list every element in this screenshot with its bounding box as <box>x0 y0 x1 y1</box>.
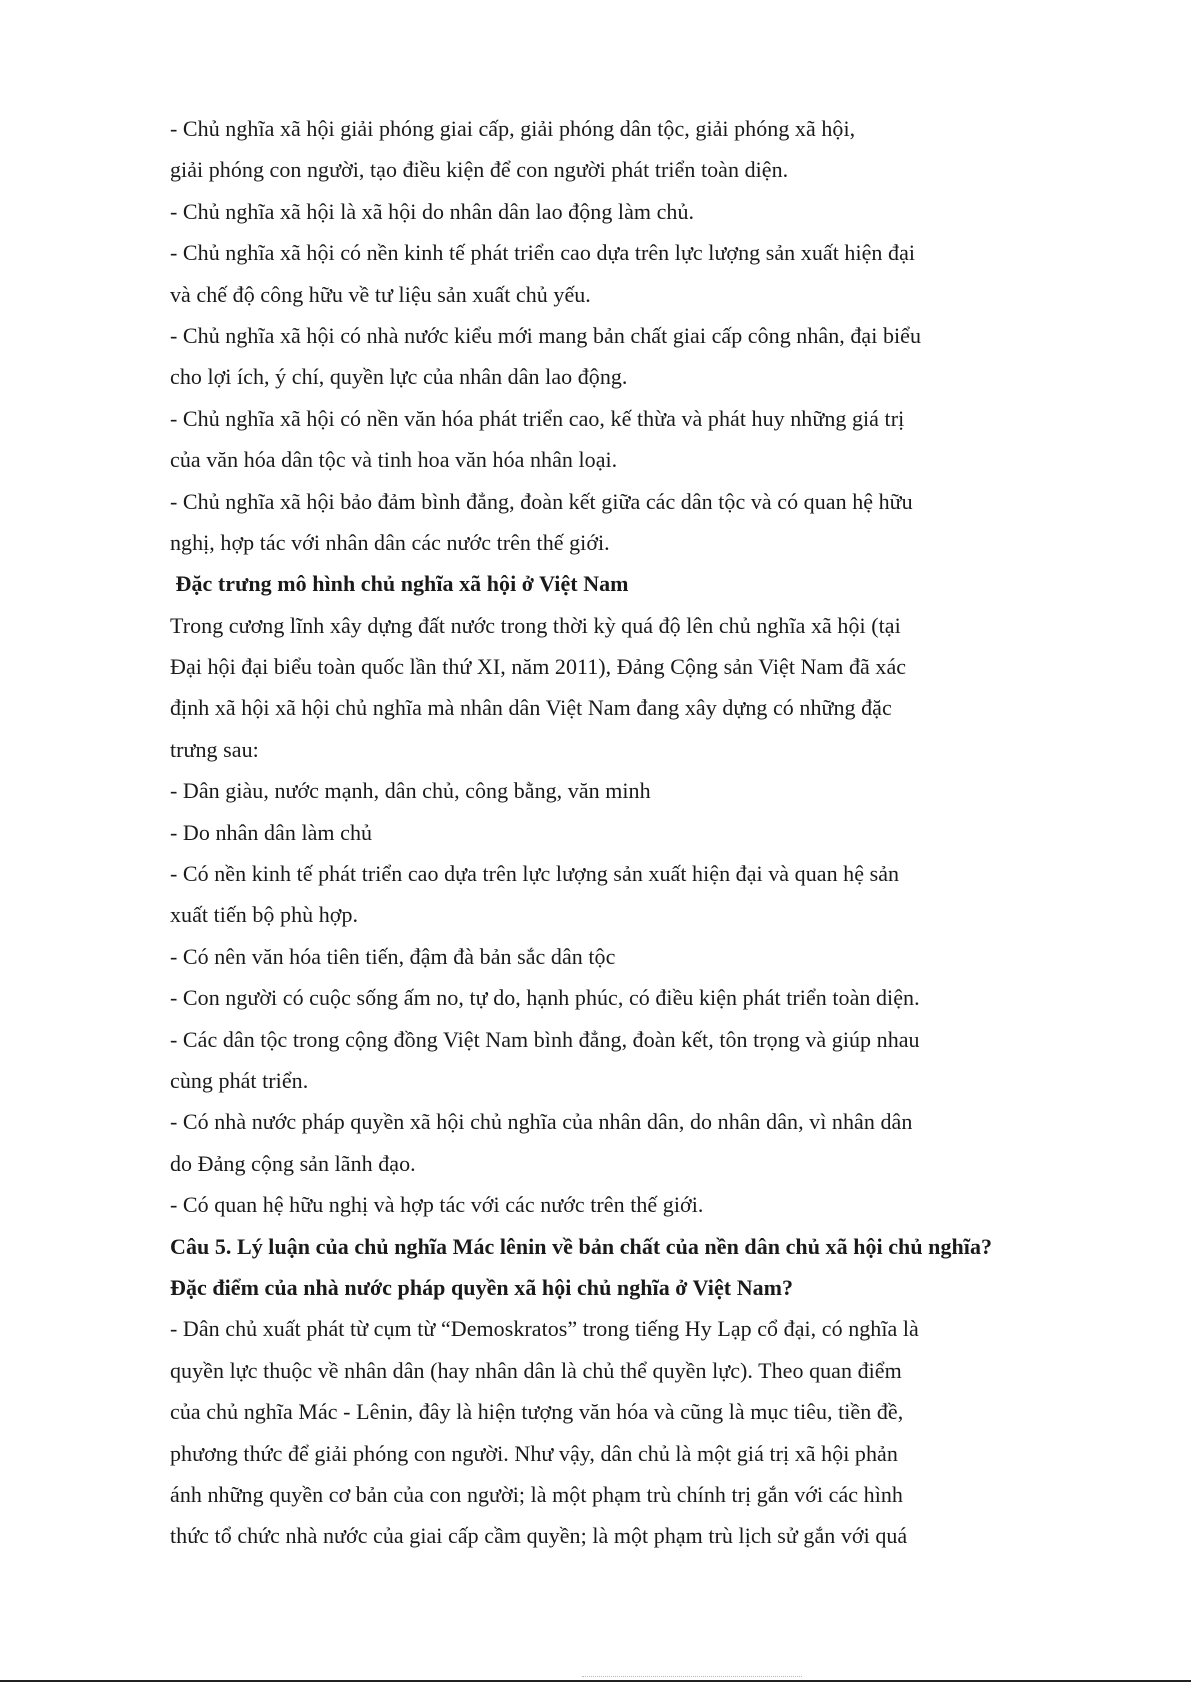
text-line: - Chủ nghĩa xã hội giải phóng giai cấp, giải phóng dân tộc, giải phóng xã hội, <box>170 116 856 141</box>
text-line: - Chủ nghĩa xã hội có nền văn hóa phát triển cao, kế thừa và phát huy những giá trị <box>170 405 905 431</box>
text-line: cùng phát triển. <box>170 1067 309 1093</box>
text-line: - Chủ nghĩa xã hội có nền kinh tế phát triển cao dựa trên lực lượng sản xuất hiện đại <box>170 240 916 266</box>
text-line: - Có quan hệ hữu nghị và hợp tác với các nước trên thế giới. <box>170 1192 704 1218</box>
text-line: Trong cương lĩnh xây dựng đất nước trong thời kỳ quá độ lên chủ nghĩa xã hội (tại <box>170 612 901 638</box>
text-line: - Dân chủ xuất phát từ cụm từ “Demoskratos” trong tiếng Hy Lạp cổ đại, có nghĩa là <box>170 1316 919 1342</box>
text-line: - Có nhà nước pháp quyền xã hội chủ nghĩa của nhân dân, do nhân dân, vì nhân dân <box>170 1109 913 1135</box>
text-line: Đại hội đại biểu toàn quốc lần thứ XI, năm 2011), Đảng Cộng sản Việt Nam đã xác <box>170 654 907 680</box>
document-body <box>170 108 1100 1557</box>
text-line: thức tổ chức nhà nước của giai cấp cầm quyền; là một phạm trù lịch sử gắn với quá <box>170 1523 908 1549</box>
text-line: của văn hóa dân tộc và tinh hoa văn hóa nhân loại. <box>170 447 618 473</box>
text-line: - Có nên văn hóa tiên tiến, đậm đà bản sắc dân tộc <box>170 943 616 969</box>
text-line: và chế độ công hữu về tư liệu sản xuất chủ yếu. <box>170 281 591 307</box>
text-line: xuất tiến bộ phù hợp. <box>170 902 359 928</box>
text-line: ánh những quyền cơ bản của con người; là một phạm trù chính trị gắn với các hình <box>170 1481 903 1507</box>
text-line: quyền lực thuộc về nhân dân (hay nhân dân là chủ thể quyền lực). Theo quan điểm <box>170 1357 902 1383</box>
text-line: do Đảng cộng sản lãnh đạo. <box>170 1150 416 1176</box>
text-line: cho lợi ích, ý chí, quyền lực của nhân dân lao động. <box>170 364 628 390</box>
text-line: giải phóng con người, tạo điều kiện để con người phát triển toàn diện. <box>170 157 789 183</box>
question-heading: Đặc điểm của nhà nước pháp quyền xã hội chủ nghĩa ở Việt Nam? <box>170 1274 794 1300</box>
page-bottom-rule <box>0 1680 1191 1682</box>
section-heading: Đặc trưng mô hình chủ nghĩa xã hội ở Việt Nam <box>170 571 629 597</box>
text-line: nghị, hợp tác với nhân dân các nước trên thế giới. <box>170 529 610 555</box>
text-line: - Có nền kinh tế phát triển cao dựa trên lực lượng sản xuất hiện đại và quan hệ sản <box>170 861 900 887</box>
text-line: - Dân giàu, nước mạnh, dân chủ, công bằng, văn minh <box>170 778 651 804</box>
text-line: - Con người có cuộc sống ấm no, tự do, hạnh phúc, có điều kiện phát triển toàn diện. <box>170 985 920 1011</box>
text-line: - Chủ nghĩa xã hội bảo đảm bình đẳng, đoàn kết giữa các dân tộc và có quan hệ hữu <box>170 488 913 514</box>
text-line: - Các dân tộc trong cộng đồng Việt Nam bình đẳng, đoàn kết, tôn trọng và giúp nhau <box>170 1026 920 1052</box>
text-line: định xã hội xã hội chủ nghĩa mà nhân dân Việt Nam đang xây dựng có những đặc <box>170 695 892 721</box>
text-line: - Do nhân dân làm chủ <box>170 819 373 845</box>
text-line: - Chủ nghĩa xã hội có nhà nước kiểu mới mang bản chất giai cấp công nhân, đại biểu <box>170 322 922 348</box>
text-line: của chủ nghĩa Mác - Lênin, đây là hiện tượng văn hóa và cũng là mục tiêu, tiền đề, <box>170 1399 904 1425</box>
question-heading: Câu 5. Lý luận của chủ nghĩa Mác lênin về bản chất của nền dân chủ xã hội chủ nghĩa? <box>170 1233 993 1259</box>
text-line: phương thức để giải phóng con người. Như vậy, dân chủ là một giá trị xã hội phản <box>170 1440 898 1466</box>
text-line: trưng sau: <box>170 736 259 762</box>
text-line: - Chủ nghĩa xã hội là xã hội do nhân dân lao động làm chủ. <box>170 198 695 224</box>
